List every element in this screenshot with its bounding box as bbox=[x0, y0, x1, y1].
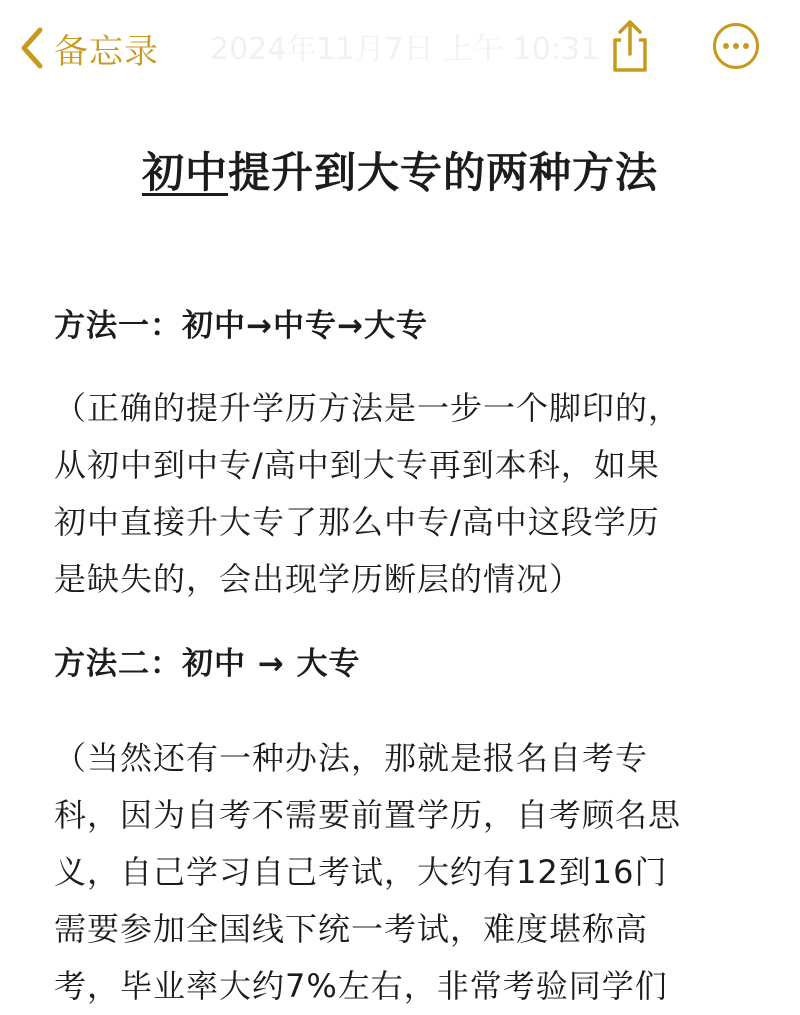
paragraph-line: 需要参加全国线下统一考试，难度堪称高 bbox=[54, 910, 649, 948]
note-title-rest: 提升到大专的两种方法 bbox=[228, 148, 659, 197]
method-two-paragraph[interactable] bbox=[54, 730, 754, 1015]
note-title-underlined: 初中 bbox=[141, 148, 228, 197]
method-one-heading[interactable]: 方法一：初中→中专→大专 bbox=[54, 308, 428, 344]
chevron-left-icon bbox=[18, 26, 44, 70]
note-timestamp: 2024年11月7日 上午 10:31 bbox=[210, 32, 600, 67]
method-one-paragraph[interactable] bbox=[54, 380, 754, 608]
method-two-heading[interactable]: 方法二：初中 → 大专 bbox=[54, 646, 361, 682]
more-icon bbox=[712, 22, 760, 70]
paragraph-line: （当然还有一种办法，那就是报名自考专 bbox=[54, 739, 649, 777]
paragraph-line: （正确的提升学历方法是一步一个脚印的， bbox=[54, 389, 682, 427]
back-label: 备忘录 bbox=[54, 31, 159, 72]
share-icon bbox=[606, 18, 654, 74]
paragraph-line: 是缺失的，会出现学历断层的情况） bbox=[54, 560, 583, 598]
paragraph-line: 从初中到中专/高中到大专再到本科，如果 bbox=[54, 446, 660, 484]
paragraph-line: 义，自己学习自己考试，大约有12到16门 bbox=[54, 853, 668, 891]
paragraph-line: 科，因为自考不需要前置学历，自考顾名思 bbox=[54, 796, 682, 834]
note-title[interactable] bbox=[0, 140, 800, 200]
paragraph-line: 考，毕业率大约7%左右，非常考验同学们 bbox=[54, 967, 668, 1005]
navigation-bar bbox=[0, 0, 800, 100]
back-button[interactable] bbox=[18, 22, 159, 74]
paragraph-line: 初中直接升大专了那么中专/高中这段学历 bbox=[54, 503, 660, 541]
more-button[interactable] bbox=[712, 22, 760, 70]
share-button[interactable] bbox=[606, 18, 654, 74]
